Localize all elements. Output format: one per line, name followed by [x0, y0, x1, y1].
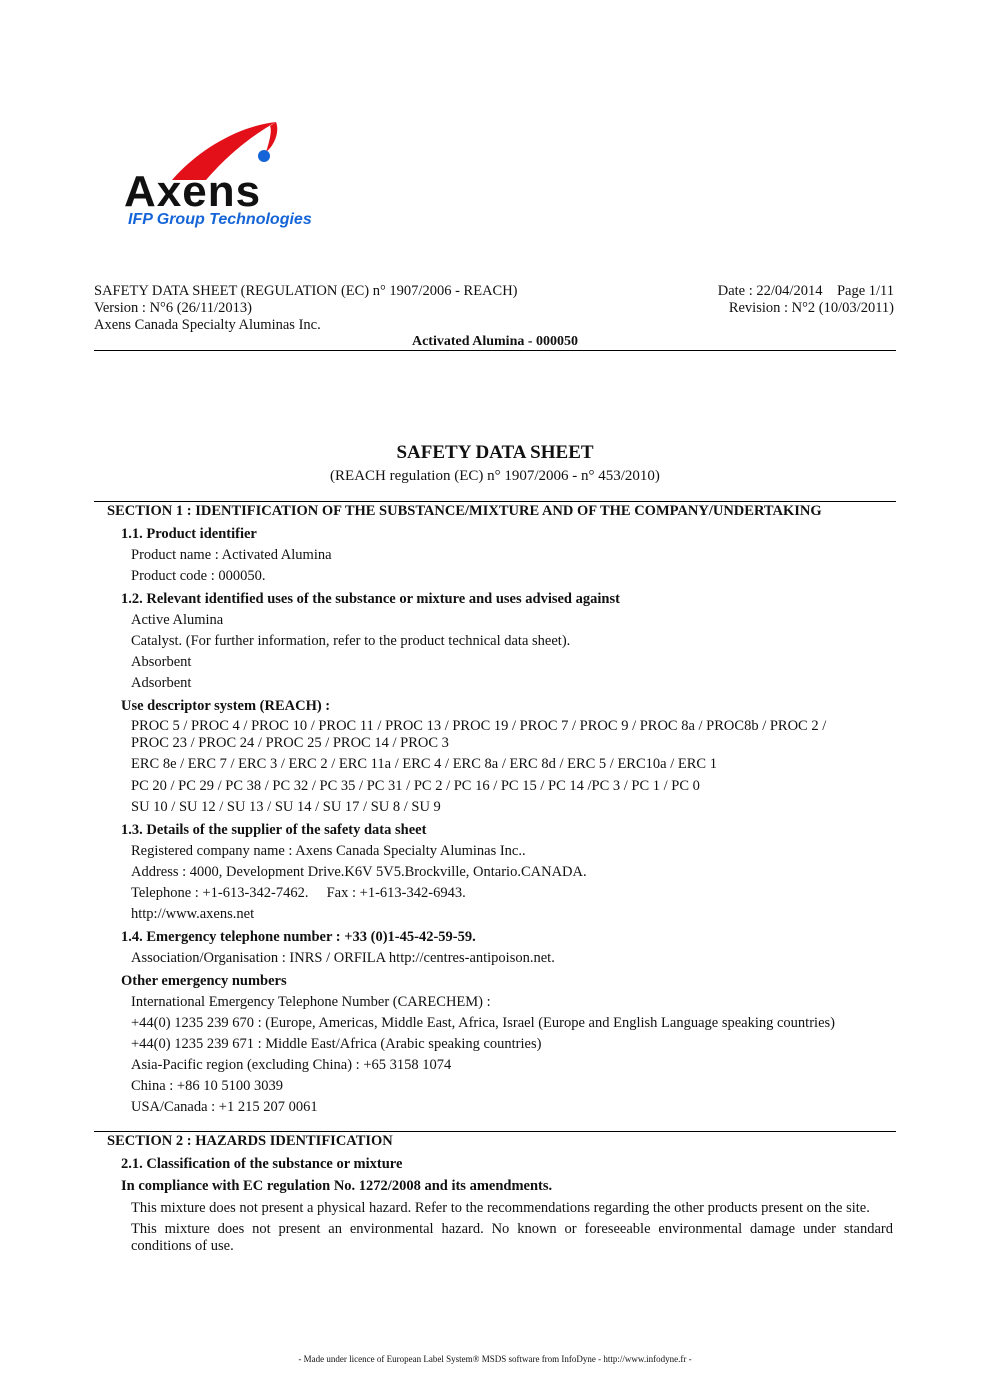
page-footer: - Made under licence of European Label System® MSDS software from InfoDyne - http://www.infodyne.fr - — [298, 1354, 692, 1364]
section-1-2-heading: 1.2. Relevant identified uses of the substance or mixture and uses advised against — [121, 591, 620, 607]
su-line: SU 10 / SU 12 / SU 13 / SU 14 / SU 17 / SU 8 / SU 9 — [131, 799, 441, 815]
use-line: Catalyst. (For further information, refer to the product technical data sheet). — [131, 633, 571, 649]
section-1-1-heading: 1.1. Product identifier — [121, 526, 257, 542]
supplier-phone-fax: Telephone : +1-613-342-7462. Fax : +1-613-342-6943. — [131, 885, 466, 901]
document-title: SAFETY DATA SHEET — [396, 442, 594, 463]
erc-line: ERC 8e / ERC 7 / ERC 3 / ERC 2 / ERC 11a / ERC 4 / ERC 8a / ERC 8d / ERC 5 / ERC10a / ERC 1 — [131, 756, 717, 772]
logo-tagline: IFP Group Technologies — [128, 211, 312, 228]
section2-heading: SECTION 2 : HAZARDS IDENTIFICATION — [107, 1133, 393, 1149]
header-left — [94, 283, 518, 334]
section-2-1-heading: 2.1. Classification of the substance or mixture — [121, 1156, 403, 1172]
compliance-heading: In compliance with EC regulation No. 1272/2008 and its amendments. — [121, 1178, 553, 1194]
other-emergency-heading: Other emergency numbers — [121, 973, 287, 989]
emergency-line: +44(0) 1235 239 671 : Middle East/Africa (Arabic speaking countries) — [131, 1036, 542, 1052]
logo-dot — [258, 150, 270, 162]
axens-logo — [120, 118, 355, 233]
supplier-website-link[interactable]: http://www.axens.net — [131, 906, 255, 922]
header-date-page: Date : 22/04/2014 Page 1/11 — [717, 283, 894, 299]
product-code: Product code : 000050. — [131, 568, 266, 584]
emergency-line: International Emergency Telephone Number (CARECHEM) : — [131, 994, 491, 1010]
use-line: Absorbent — [131, 654, 192, 670]
header-regulation: SAFETY DATA SHEET (REGULATION (EC) n° 1907/2006 - REACH) — [94, 283, 518, 299]
header-company: Axens Canada Specialty Aluminas Inc. — [94, 317, 321, 333]
logo-wordmark: Axens — [124, 167, 262, 216]
header-product-title: Activated Alumina - 000050 — [411, 334, 579, 349]
section-1-3-heading: 1.3. Details of the supplier of the safety data sheet — [121, 822, 427, 838]
emergency-line: Asia-Pacific region (excluding China) : +65 3158 1074 — [131, 1057, 452, 1073]
header-version: Version : N°6 (26/11/2013) — [94, 300, 252, 316]
header-rule — [94, 350, 896, 351]
header-revision: Revision : N°2 (10/03/2011) — [728, 300, 894, 316]
use-line: Active Alumina — [131, 612, 224, 628]
section-1-4-heading: 1.4. Emergency telephone number : +33 (0)1-45-42-59-59. — [121, 929, 476, 945]
emergency-line: +44(0) 1235 239 670 : (Europe, Americas, Middle East, Africa, Israel (Europe and English Language speaking countries) — [131, 1015, 835, 1031]
supplier-company: Registered company name : Axens Canada Specialty Aluminas Inc.. — [131, 843, 526, 859]
supplier-address: Address : 4000, Development Drive.K6V 5V5.Brockville, Ontario.CANADA. — [131, 864, 587, 880]
emergency-line: USA/Canada : +1 215 207 0061 — [131, 1099, 318, 1115]
use-descriptor-heading: Use descriptor system (REACH) : — [121, 698, 331, 714]
hazard-paragraph: This mixture does not present a physical hazard. Refer to the recommendations regarding the other products present on the site. — [131, 1200, 870, 1216]
section2-rule — [94, 1131, 896, 1132]
product-name: Product name : Activated Alumina — [131, 547, 332, 563]
section1-rule — [94, 501, 896, 502]
emergency-line: China : +86 10 5100 3039 — [131, 1078, 283, 1094]
document-subtitle: (REACH regulation (EC) n° 1907/2006 - n° 453/2010) — [330, 468, 660, 484]
use-line: Adsorbent — [131, 675, 192, 691]
pc-line: PC 20 / PC 29 / PC 38 / PC 32 / PC 35 / PC 31 / PC 2 / PC 16 / PC 15 / PC 14 /PC 3 / PC 1 / PC 0 — [131, 778, 700, 794]
hazard-paragraph: This mixture does not present an environmental hazard. No known or foreseeable environmental damage under standard conditions of use. — [131, 1221, 893, 1254]
axens-logo-graphic — [120, 118, 355, 233]
association-line: Association/Organisation : INRS / ORFILA http://centres-antipoison.net. — [131, 950, 555, 966]
header-right — [718, 283, 894, 317]
proc-line: PROC 23 / PROC 24 / PROC 25 / PROC 14 / PROC 3 — [131, 735, 449, 751]
proc-line: PROC 5 / PROC 4 / PROC 10 / PROC 11 / PROC 13 / PROC 19 / PROC 7 / PROC 9 / PROC 8a / PROC8b / PROC 2 / — [131, 718, 827, 734]
section1-heading: SECTION 1 : IDENTIFICATION OF THE SUBSTANCE/MIXTURE AND OF THE COMPANY/UNDERTAKING — [107, 503, 822, 519]
